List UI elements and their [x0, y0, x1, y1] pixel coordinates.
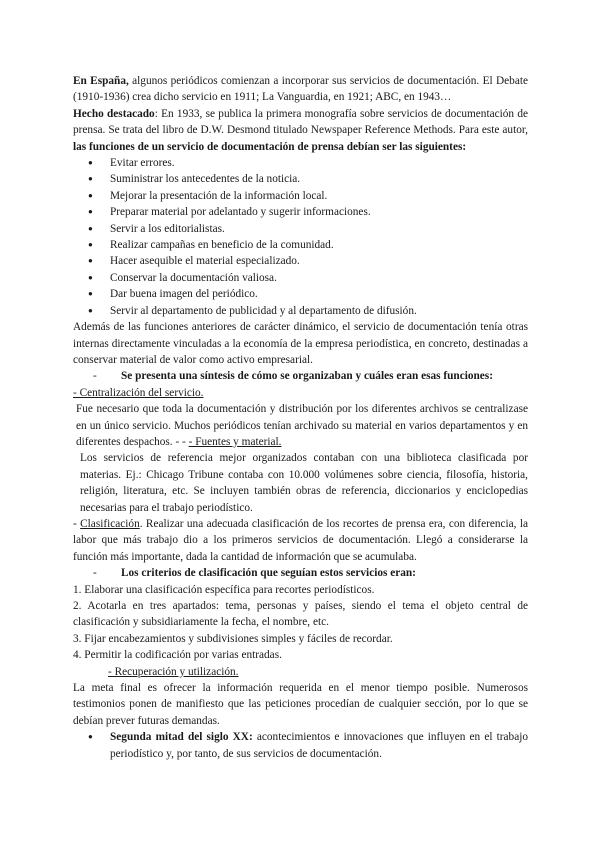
- criteria-item: 2. Acotarla en tres apartados: tema, personas y países, siendo el tema el objeto central de clasificación y subsidiariamente la fecha, el nombre, etc.: [73, 600, 528, 629]
- centralizacion-title: [73, 385, 528, 401]
- synthesis-dash: -: [93, 370, 97, 383]
- centralizacion-title-text: - Centralización del servicio.: [73, 386, 204, 399]
- clasificacion-text: . Realizar una adecuada clasificación de los recortes de prensa era, con diferencia, la labor que más trabajo dio a los primeros servicios de documentación. Llegó a considerarse la función más importante, dada la cantidad de información que se acumulaba.: [73, 517, 529, 563]
- criteria-item: 4. Permitir la codificación por varias entradas.: [73, 649, 282, 662]
- criteria-item: 1. Elaborar una clasificación específica para recortes periodísticos.: [73, 583, 375, 596]
- criteria-heading: [73, 565, 528, 581]
- criteria-item: 3. Fijar encabezamientos y subdivisiones simples y fáciles de recordar.: [73, 632, 393, 645]
- synthesis-heading: [73, 368, 528, 384]
- centralizacion-paragraph: [73, 401, 528, 450]
- segunda-mitad-text: acontecimientos e innovaciones que influyen en el trabajo periodístico y, por tanto, de sus servicios de documentación.: [110, 731, 528, 760]
- synthesis-heading-text: Se presenta una síntesis de cómo se organizaban y cuáles eran esas funciones:: [121, 370, 493, 383]
- intro-spain-paragraph: [73, 73, 528, 106]
- clasificacion-prefix: -: [73, 517, 81, 530]
- fuentes-title: - Fuentes y material.: [188, 435, 282, 448]
- list-item: ● Hacer asequible el material especializado.: [73, 253, 528, 269]
- recuperacion-title: [73, 664, 528, 680]
- centralizacion-text: Fue necesario que toda la documentación y distribución por los diferentes archivos se centralizase en un único servicio. Muchos periódicos tenían archivado su material en varios departamentos y en diferentes despachos. - -: [76, 403, 528, 448]
- list-item: ● Evitar errores.: [73, 155, 528, 171]
- fuentes-paragraph: Los servicios de referencia mejor organizados contaban con una biblioteca clasificada por materias. Ej.: Chicago Tribune contaba con 10.000 volúmenes sobre ciencia, filosofía, historia, religión, literatura, etc. Se incluyen también obras de referencia, diccionarios y enciclopedias necesarias para el trabajo periodístico.: [80, 452, 528, 514]
- list-item: ● Realizar campañas en beneficio de la comunidad.: [73, 237, 528, 253]
- spain-text: algunos periódicos comienzan a incorporar sus servicios de documentación. El Debate (1910-1936) crea dicho servicio en 1911; La Vanguardia, en 1921; ABC, en 1943…: [73, 75, 528, 104]
- list-item: ● Mejorar la presentación de la información local.: [73, 188, 528, 204]
- functions-list: [73, 155, 528, 319]
- clasificacion-paragraph: [73, 516, 528, 565]
- list-item: ● Conservar la documentación valiosa.: [73, 270, 528, 286]
- hecho-text: : En 1933, se publica la primera monografía sobre servicios de documentación de prensa. Se trata del libro de D.W. Desmond titulado Newspaper Reference Methods. Para este autor,: [73, 107, 528, 137]
- list-item: ● Preparar material por adelantado y sugerir informaciones.: [73, 204, 528, 220]
- clasificacion-title: Clasificación: [80, 517, 140, 530]
- document-body: [73, 73, 528, 762]
- internal-functions-paragraph: Además de las funciones anteriores de carácter dinámico, el servicio de documentación tenía otras internas directamente vinculadas a la economía de la empresa periodística, en concreto, destinadas a conservar material de valor como activo empresarial.: [73, 321, 528, 366]
- list-item: ● Servir a los editorialistas.: [73, 221, 528, 237]
- criteria-heading-text: Los criterios de clasificación que seguían estos servicios eran:: [121, 567, 416, 580]
- hecho-lead: Hecho destacado: [73, 107, 155, 120]
- list-item: ● Suministrar los antecedentes de la noticia.: [73, 171, 528, 187]
- hecho-bold: las funciones de un servicio de documentación de prensa debían ser las siguientes:: [73, 140, 467, 153]
- recuperacion-paragraph: La meta final es ofrecer la información requerida en el menor tiempo posible. Numerosos testimonios ponen de manifiesto que las peticiones procedían de cualquier sección, por lo que se debían prever futuras demandas.: [73, 682, 528, 727]
- spain-lead: En España,: [73, 75, 129, 87]
- segunda-mitad-item: [73, 729, 528, 762]
- intro-hecho-paragraph: [73, 106, 528, 155]
- list-item: ● Servir al departamento de publicidad y al departamento de difusión.: [73, 303, 528, 319]
- list-item: ● Dar buena imagen del periódico.: [73, 286, 528, 302]
- recuperacion-title-text: - Recuperación y utilización.: [108, 665, 239, 678]
- criteria-dash: -: [93, 567, 97, 580]
- segunda-mitad-lead: Segunda mitad del siglo XX:: [110, 731, 253, 744]
